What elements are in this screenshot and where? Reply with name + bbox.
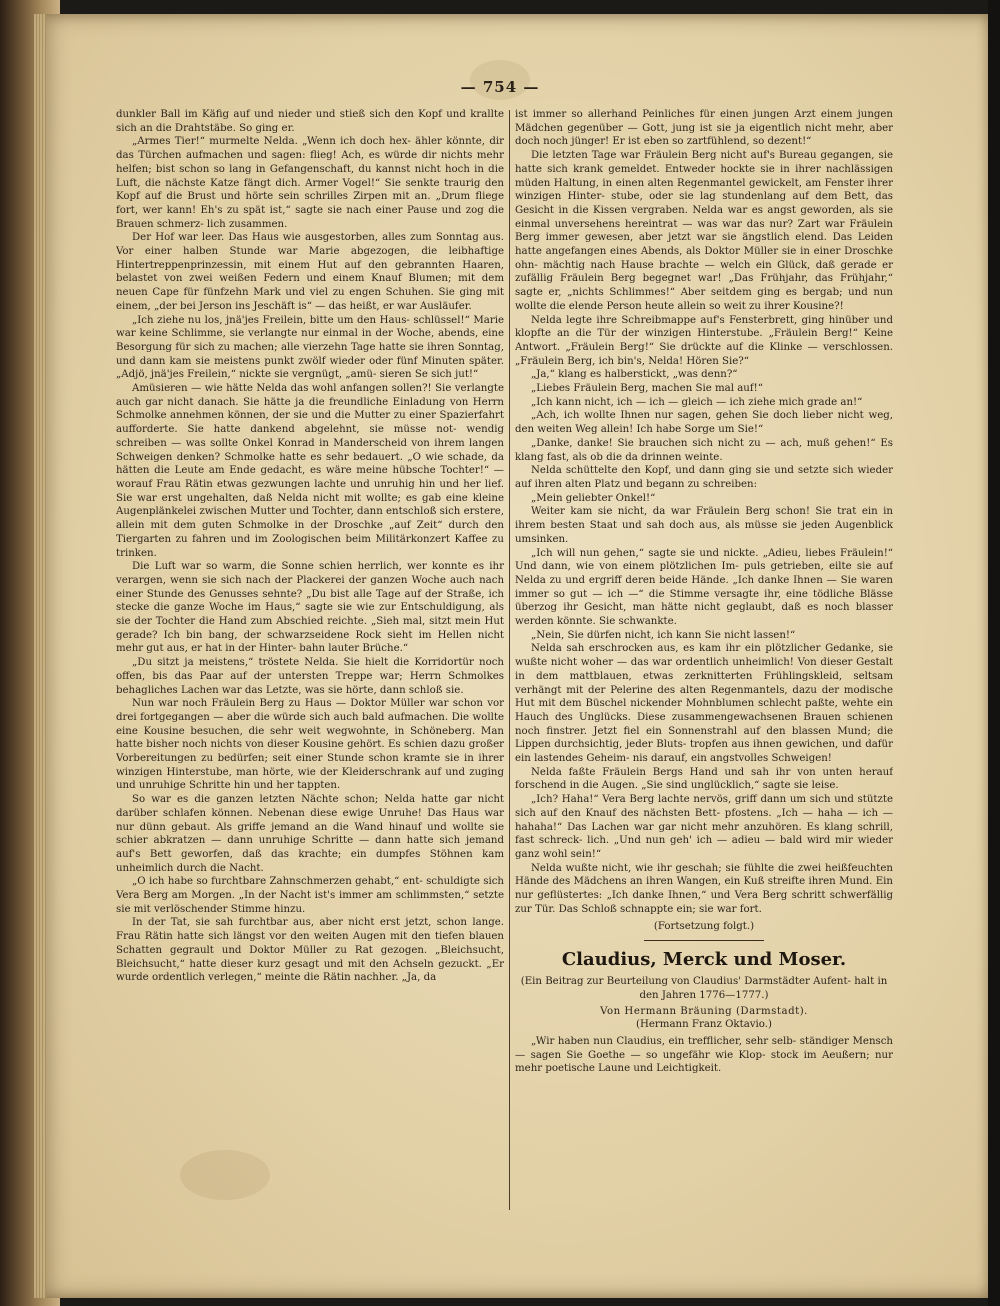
paragraph: Der Hof war leer. Das Haus wie ausgestorben, alles zum Sonntag aus. Vor einer halben Stunde war Marie abgezogen, die leibhaftige Hintertreppenprinzessin, mit einem Hut auf den gebrannten Haaren, belastet von zwei weißen Federn und einem Knauf Blumen; mit dem neuen Cape für fünfzehn Mark und viel zu engen Schuhen. Sie ging mit einem, „der bei Jerson ins Jeschäft is“ — das heißt, er war Ausläufer. (116, 232, 504, 312)
paragraph: Die Luft war so warm, die Sonne schien herrlich, wer konnte es ihr verargen, wenn sie sich nach der Plackerei der ganzen Woche auch nach einer Stunde des Genusses sehnte? „Du bist alle Tage auf der Straße, ich stecke die ganze Woche im Haus,“ sagte sie wie zur Entschuldigung, als sie der Tochter die Hand zum Abschied reichte. „Sieh mal, sitzt mein Hut gerade? Ich bin bang, der schwarzseidene Rock sieht im Hellen nicht mehr gut aus, er hat in der Hinter- bahn lauter Brüche.“ (116, 561, 504, 655)
paragraph: Amüsieren — wie hätte Nelda das wohl anfangen sollen?! Sie verlangte auch gar nicht danach. Sie hätte ja die freundliche Einladung von Herrn Schmolke annehmen können, der sie und die Mutter zu einer Spazierfahrt aufforderte. Sie hatte dankend abgelehnt, sie müsse not- wendig schreiben — was sollte Onkel Konrad in Manderscheid von ihrem langen Schweigen denken? Schmolke hatte es sehr bedauert. „O wie schade, da hätten die Leute am Ende gedacht, es wäre meine hübsche Tochter!“ — worauf Frau Rätin etwas gezwungen lachte und unruhig hin und her lief. Sie war erst ungehalten, daß Nelda nicht mit wollte; es gab eine kleine Augenplänkelei zwischen Mutter und Tochter, dann entschloß sich erstere, allein mit dem guten Schmolke in der Droschke „auf Zeit“ durch den Tiergarten zu fahren und im Zoologischen beim Militärkonzert Kaffee zu trinken. (116, 383, 504, 559)
section-rule (644, 940, 764, 941)
page-number: — 754 — (460, 78, 540, 96)
paragraph: „Ich will nun gehen,“ sagte sie und nickte. „Adieu, liebes Fräulein!“ Und dann, wie von einem plötzlichen Im- puls getrieben, eilte sie auf Nelda zu und ergriff deren beide Hände. „Ich danke Ihnen — Sie waren immer so gut — ich —“ die Stimme versagte ihr, eine tödliche Blässe überzog ihr Gesicht, man hätte nicht geglaubt, daß es noch blasser werden könnte. Sie schwankte. (515, 547, 893, 628)
right-column-paragraphs (515, 108, 893, 916)
paragraph: Nelda schüttelte den Kopf, und dann ging sie und setzte sich wieder auf ihren alten Platz und begann zu schreiben: (515, 465, 893, 490)
paragraph: Die letzten Tage war Fräulein Berg nicht auf's Bureau gegangen, sie hatte sich krank gemeldet. Entweder hockte sie in ihrer nachlässigen müden Haltung, in einen alten Regenmantel gewickelt, am Fenster ihrer winzigen Hinter- stube, oder sie lag stundenlang auf dem Bett, das Gesicht in die Kissen vergraben. Nelda war es angst geworden, als sie einmal unversehens hereintrat — was war das nur? Zart war Fräulein Berg immer gewesen, aber jetzt war sie ängstlich elend. Das Leiden hatte angefangen eines Abends, als Doktor Müller sie in einer Droschke ohn- mächtig nach Hause brachte — welch ein Glück, daß gerade er zufällig Fräulein Berg begegnet war! „Das Frühjahr, das Frühjahr,“ sagte er, „nichts Schlimmes!“ Aber seitdem ging es bergab; und nun wollte die elende Person heute allein so weit zu ihrer Kousine?! (515, 150, 893, 312)
paragraph: Nelda wußte nicht, wie ihr geschah; sie fühlte die zwei heißfeuchten Hände des Mädchens an ihren Wangen, ein Kuß streifte ihren Mund. Ein nur geflüstertes: „Ich danke Ihnen,“ und Vera Berg schritt schwerfällig zur Tür. Das Schloß schnappte ein; sie war fort. (515, 862, 893, 915)
paragraph: „Ach, ich wollte Ihnen nur sagen, gehen Sie doch lieber nicht weg, den weiten Weg allein! Ich habe Sorge um Sie!“ (515, 410, 893, 436)
paragraph: ist immer so allerhand Peinliches für einen jungen Arzt einem jungen Mädchen gegenüber — Gott, jung ist sie ja eigentlich nicht mehr, aber doch noch jünger! Er ist eben so zartfühlend, so dezent!“ (515, 109, 893, 148)
paragraph: dunkler Ball im Käfig auf und nieder und stieß sich den Kopf und krallte sich an die Drahtstäbe. So ging er. (116, 109, 504, 134)
article-subtitle: (Ein Beitrag zur Beurteilung von Claudius' Darmstädter Aufent- halt in den Jahren 1776—1777.) (520, 976, 888, 1001)
paragraph: „Liebes Fräulein Berg, machen Sie mal auf!“ (531, 383, 763, 395)
continuation-note: (Fortsetzung folgt.) (653, 921, 755, 933)
paragraph: Nelda faßte Fräulein Bergs Hand und sah ihr von unten herauf forschend in die Augen. „Sie sind unglücklich,“ sagte sie leise. (515, 766, 893, 792)
paragraph: „Armes Tier!“ murmelte Nelda. „Wenn ich doch hex- ähler könnte, dir das Türchen aufmachen und sagen: flieg! Ach, es würde dir nichts mehr helfen; bist schon so lang in Gefangenschaft, du kannst nicht hoch in die Luft, die nächste Katze fängt dich. Armer Vogel!“ Sie senkte traurig den Kopf auf die Brust und hörte sein schrilles Zirpen mit an. „Drum fliege fort, wer kann! Eh's zu spät ist,“ sagte sie nach einer Pause und zog die Brauen schmerz- lich zusammen. (116, 136, 504, 230)
article-author-full: (Hermann Franz Oktavio.) (636, 1019, 772, 1031)
article-title: Claudius, Merck und Moser. (561, 949, 847, 971)
paragraph: „Danke, danke! Sie brauchen sich nicht zu — ach, muß gehen!“ Es klang fast, als ob die da drinnen weinte. (515, 437, 893, 463)
paragraph: So war es die ganzen letzten Nächte schon; Nelda hatte gar nicht darüber schlafen können. Nebenan diese ewige Unruhe! Das Haus war nur dünn gebaut. Als griffe jemand an die Wand hinauf und wollte sie schier abkratzen — dann unruhige Schritte — dann hatte sich jemand auf's Bett geworfen, daß das krachte; ein dumpfes Stöhnen kam unheimlich durch die Nacht. (116, 794, 504, 874)
paragraph: Nelda sah erschrocken aus, es kam ihr ein plötzlicher Gedanke, sie wußte nicht woher — das war ordentlich unheimlich! Von dieser Gestalt in dem mattblauen, etwas zerknitterten Frühlingskleid, seltsam verhängt mit der Pelerine des alten Regenmantels, dazu der modische Hut mit dem Büschel nickender Mohnblumen schlecht paßte, wehte ein Hauch des Unglücks. Diese zusammengewachsenen Brauen schienen noch finstrer. Jetzt fiel ein Sonnenstrahl auf den blassen Mund; die Lippen durchsichtig, jeder Bluts- tropfen aus ihnen gewichen, und dafür ein lastendes Geheim- nis darauf, ein angstvolles Schweigen! (515, 643, 893, 765)
article-body: „Wir haben nun Claudius, ein trefflicher, sehr selb- ständiger Mensch — sagen Sie Goethe — so ungefähr wie Klop- stock im Aeußern; nur mehr poetische Laune und Leichtigkeit. (515, 1036, 893, 1075)
paragraph: Nelda legte ihre Schreibmappe auf's Fensterbrett, ging hinüber und klopfte an die Tür der winzigen Hinterstube. „Fräulein Berg!“ Keine Antwort. „Fräulein Berg!“ Sie drückte auf die Klinke — verschlossen. „Fräulein Berg, ich bin's, Nelda! Hören Sie?“ (515, 314, 893, 367)
paragraph: „Ja,“ klang es halberstickt, „was denn?“ (531, 369, 738, 381)
paragraph: „Ich kann nicht, ich — ich — gleich — ich ziehe mich grade an!“ (531, 396, 863, 408)
paragraph: „Ich ziehe nu los, jnä'jes Freilein, bitte um den Haus- schlüssel!“ Marie war keine Schlimme, sie verlangte nur einmal in der Woche, abends, eine Besorgung für sich zu machen; alle vierzehn Tage hatte sie ihren Sonntag, und dann kam sie meistens punkt zwölf wieder oder fünf Minuten später. „Adjö, jnä'jes Freilein,“ nickte sie vergnügt, „amü- sieren Se sich jut!“ (116, 314, 504, 381)
right-edge (988, 0, 1000, 1306)
paragraph: Weiter kam sie nicht, da war Fräulein Berg schon! Sie trat ein in ihrem besten Staat und sah doch aus, als müsse sie jeden Augenblick umsinken. (515, 506, 893, 545)
right-column (515, 108, 893, 1228)
paragraph: „O ich habe so furchtbare Zahnschmerzen gehabt,“ ent- schuldigte sich Vera Berg am Morgen. „In der Nacht ist's immer am schlimmsten,“ setzte sie mit verlöschender Stimme hinzu. (116, 876, 504, 915)
article-author: Von Hermann Bräuning (Darmstadt). (600, 1005, 808, 1017)
column-divider (509, 110, 510, 1210)
paragraph: „Du sitzt ja meistens,“ tröstete Nelda. Sie hielt die Korridortür noch offen, bis das Paar auf der untersten Treppe war; Herrn Schmolkes behagliches Lachen war das Letzte, was sie hörte, dann schloß sie. (116, 657, 504, 696)
paragraph: „Nein, Sie dürfen nicht, ich kann Sie nicht lassen!“ (531, 629, 796, 641)
left-column (116, 108, 504, 1228)
paragraph: „Mein geliebter Onkel!“ (531, 492, 656, 504)
paragraph: In der Tat, sie sah furchtbar aus, aber nicht erst jetzt, schon lange. Frau Rätin hatte sich längst vor den weiten Augen mit den tiefen blauen Schatten gegrault und Doktor Müller zu Rat gezogen. „Bleichsucht, Bleichsucht,“ hatte dieser kurz gesagt und mit den Achseln gezuckt. „Er wurde ordentlich verlegen,“ meinte die Rätin nachher. „Ja, da (116, 917, 504, 984)
paragraph: „Ich? Haha!“ Vera Berg lachte nervös, griff dann um sich und stützte sich auf den Knauf des nächsten Bett- pfostens. „Ich — haha — ich — hahaha!“ Das Lachen war gar nicht mehr anzuhören. Es klang schrill, fast schreck- lich. „Und nun geh' ich — adieu — bald wird mir wieder ganz wohl sein!“ (515, 794, 893, 860)
paragraph: Nun war noch Fräulein Berg zu Haus — Doktor Müller war schon vor drei fortgegangen — aber die würde sich auch bald aufmachen. Die wollte eine Kousine besuchen, die sehr weit wegwohnte, in Schöneberg. Man hatte bisher noch nichts von dieser Kousine gehört. Es schien dazu großer Vorbereitungen zu bedürfen; seit einer Stunde schon kramte sie in ihrer winzigen Hinterstube, man hörte, wie der Kleiderschrank auf und zuging und unruhige Schritte hin und her tappten. (116, 698, 504, 792)
page-edge (34, 14, 46, 1298)
